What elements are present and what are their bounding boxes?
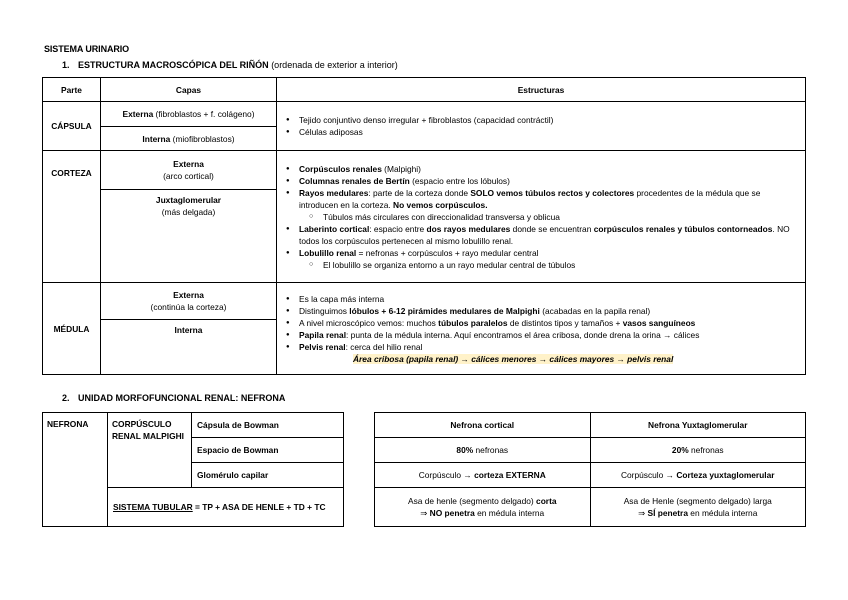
yuxta-percentage: 20% nefronas xyxy=(590,438,806,463)
capsula-layer-interna: Interna (miofibroblastos) xyxy=(101,127,277,151)
list-item: ● Lobulillo renal = nefronas + corpúsculos + rayo medular central xyxy=(299,247,799,259)
list-item: ● Células adiposas xyxy=(299,126,799,138)
part-capsula: CÁPSULA xyxy=(43,102,101,151)
list-item: ● Es la capa más interna xyxy=(299,293,799,305)
section-1-note: (ordenada de exterior a interior) xyxy=(271,60,398,70)
corteza-structures xyxy=(277,151,806,283)
list-item: ● Corpúsculos renales (Malpighi) xyxy=(299,163,799,175)
capsula-layer-externa: Externa (fibroblastos + f. colágeno) xyxy=(101,102,277,127)
cortical-corpusculo: Corpúsculo → corteza EXTERNA xyxy=(375,463,591,488)
header-nefrona-cortical: Nefrona cortical xyxy=(375,413,591,438)
cortical-percentage: 80% nefronas xyxy=(375,438,591,463)
section-2-heading xyxy=(62,393,285,403)
section-2-number: 2. xyxy=(62,393,70,403)
highlight-flow: Área cribosa (papila renal) → cálices menores → cálices mayores → pelvis renal xyxy=(353,353,674,364)
corpusculo-label: CORPÚSCULO RENAL MALPIGHI xyxy=(108,413,192,488)
table-row xyxy=(375,463,806,488)
corteza-row-1 xyxy=(43,151,806,190)
yuxta-corpusculo: Corpúsculo → Corteza yuxtaglomerular xyxy=(590,463,806,488)
corteza-layer-externa: Externa (arco cortical) xyxy=(101,151,277,190)
header-parte: Parte xyxy=(43,78,101,102)
list-item: ● A nivel microscópico vemos: muchos túbulos paralelos de distintos tipos y tamaños + vasos sanguíneos xyxy=(299,317,799,329)
list-item: ● Distinguimos lóbulos + 6-12 pirámides medulares de Malpighi (acabadas en la papila renal) xyxy=(299,305,799,317)
section-1-title: ESTRUCTURA MACROSCÓPICA DEL RIÑÓN xyxy=(78,60,269,70)
document-title: SISTEMA URINARIO xyxy=(44,44,130,54)
yuxta-asa-henle: Asa de Henle (segmento delgado) larga ⇒ SÍ penetra en médula interna xyxy=(590,488,806,527)
list-item: ● Papila renal: punta de la médula interna. Aquí encontramos el área cribosa, donde drena la orina → cálices xyxy=(299,329,799,341)
list-subitem: ○ Túbulos más circulares con direccionalidad transversa y oblicua xyxy=(299,211,799,223)
list-item: ● Laberinto cortical: espacio entre dos rayos medulares donde se encuentran corpúsculos renales y túbulos contorneados. NO todos los corpúsculos pertenecen al mismo lobulillo renal. xyxy=(299,223,799,247)
table-header-row xyxy=(375,413,806,438)
nefrona-label: NEFRONA xyxy=(43,413,108,527)
list-item: ● Columnas renales de Bertín (espacio entre los lóbulos) xyxy=(299,175,799,187)
table-header-row xyxy=(43,78,806,102)
section-1-number: 1. xyxy=(62,60,70,70)
header-estructuras: Estructuras xyxy=(277,78,806,102)
kidney-structure-table xyxy=(42,77,806,375)
list-item: ● Tejido conjuntivo denso irregular + fibroblastos (capacidad contráctil) xyxy=(299,114,799,126)
medula-structures xyxy=(277,283,806,375)
nefrona-types-table xyxy=(374,412,806,527)
nefrona-table xyxy=(42,412,344,527)
glomerulo-capilar: Glomérulo capilar xyxy=(192,463,344,488)
capsula-row-1 xyxy=(43,102,806,127)
cortical-asa-henle: Asa de henle (segmento delgado) corta ⇒ NO penetra en médula interna xyxy=(375,488,591,527)
sistema-tubular: SISTEMA TUBULAR = TP + ASA DE HENLE + TD + TC xyxy=(108,488,344,527)
capsula-bowman: Cápsula de Bowman xyxy=(192,413,344,438)
espacio-bowman: Espacio de Bowman xyxy=(192,438,344,463)
medula-layer-interna: Interna xyxy=(101,320,277,375)
capsula-structures xyxy=(277,102,806,151)
part-corteza: CORTEZA xyxy=(43,151,101,283)
medula-row-1 xyxy=(43,283,806,320)
table-row xyxy=(43,413,344,438)
list-subitem: ○ El lobulillo se organiza entorno a un rayo medular central de túbulos xyxy=(299,259,799,271)
section-2-title: UNIDAD MORFOFUNCIONAL RENAL: NEFRONA xyxy=(78,393,286,403)
part-medula: MÉDULA xyxy=(43,283,101,375)
table-row xyxy=(375,438,806,463)
header-nefrona-yuxtaglomerular: Nefrona Yuxtaglomerular xyxy=(590,413,806,438)
table-row xyxy=(375,488,806,527)
list-item: ● Rayos medulares: parte de la corteza donde SOLO vemos túbulos rectos y colectores procedentes de la médula que se introducen en la corteza. No vemos corpúsculos. xyxy=(299,187,799,211)
corteza-layer-juxtaglomerular: Juxtaglomerular (más delgada) xyxy=(101,190,277,283)
section-1-heading xyxy=(62,60,398,70)
medula-layer-externa: Externa (continúa la corteza) xyxy=(101,283,277,320)
header-capas: Capas xyxy=(101,78,277,102)
list-item: ● Pelvis renal: cerca del hilio renal xyxy=(299,341,799,353)
